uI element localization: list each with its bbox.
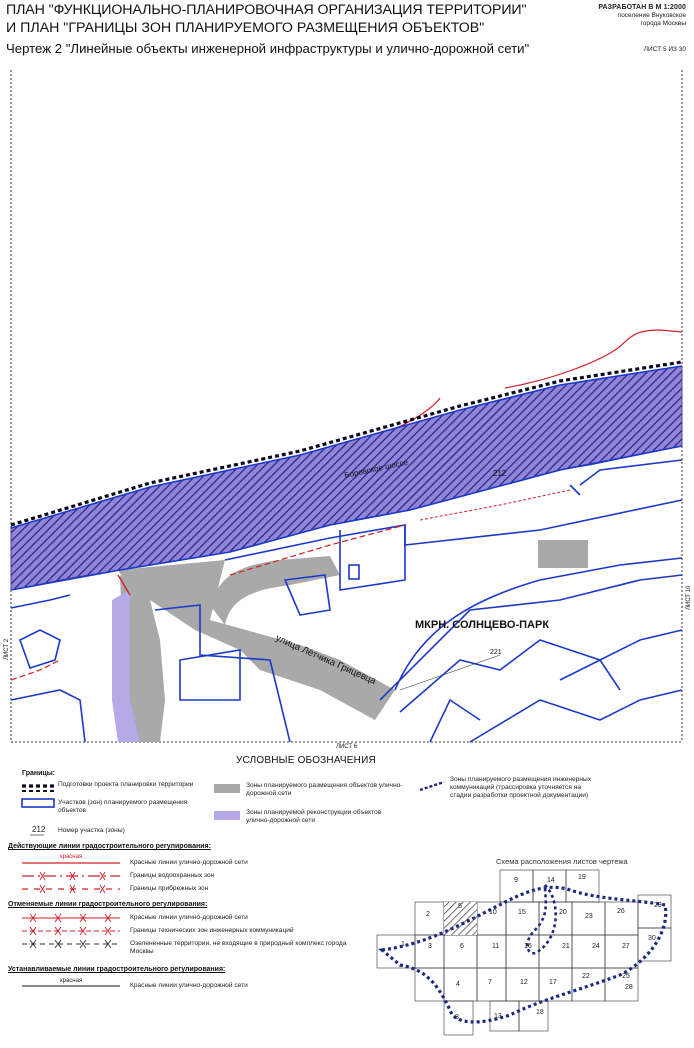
title-line-1: ПЛАН "ФУНКЦИОНАЛЬНО-ПЛАНИРОВОЧНАЯ ОРГАНИЗАЦИЯ ТЕРРИТОРИИ" bbox=[6, 2, 527, 18]
legend-road-zone-text: Зоны планируемого размещения объектов улично-дорожной сети bbox=[246, 782, 403, 797]
legend-parcel-symbol bbox=[22, 799, 54, 807]
legend-parcels: Участков (зон) планируемого размещения объектов bbox=[58, 799, 188, 814]
legend-coastal: Границы прибрежных зон bbox=[130, 885, 209, 892]
scheme-sheet-12: 12 bbox=[520, 979, 528, 986]
legend-title: УСЛОВНЫЕ ОБОЗНАЧЕНИЯ bbox=[236, 755, 376, 766]
parcel-block-d bbox=[560, 660, 620, 690]
parcel-number-221: 221 bbox=[490, 649, 502, 656]
legend-cancelled-red-text: Красные линии улично-дорожной сети bbox=[130, 914, 248, 921]
scheme-sheet-6: 6 bbox=[460, 943, 464, 950]
scale-note bbox=[588, 4, 686, 28]
red-line-left bbox=[11, 660, 60, 680]
legend-water: Границы водоохранных зон bbox=[130, 872, 215, 879]
scheme-sheet-11: 11 bbox=[492, 943, 500, 950]
sheet-left-label: ЛИСТ 2 bbox=[4, 638, 10, 660]
scheme-sheet-26: 26 bbox=[617, 908, 625, 915]
scheme-sheet-10: 10 bbox=[489, 909, 497, 916]
sheet-right-label: ЛИСТ 10 bbox=[686, 585, 692, 610]
scale-label: РАЗРАБОТАН В М 1:2000 bbox=[598, 4, 686, 11]
scheme-sheet-19: 19 bbox=[578, 874, 586, 881]
settlement-line-1: поселение Внуковское bbox=[617, 12, 686, 19]
legend-reconstruction-zone bbox=[214, 811, 240, 820]
scheme-sheet-9: 9 bbox=[514, 877, 518, 884]
scheme-sheet-13: 13 bbox=[494, 1013, 502, 1020]
road-label: Боровское шоссе bbox=[343, 457, 409, 480]
scheme-sheet-21: 21 bbox=[562, 943, 570, 950]
sheet-bottom-label: ЛИСТ 6 bbox=[336, 744, 358, 750]
legend-red-sample: красная bbox=[60, 854, 83, 860]
scheme-sheet-24: 24 bbox=[592, 943, 600, 950]
leader-221 bbox=[400, 655, 500, 690]
legend-tech-zones: Границы технических зон инженерных коммуникаций bbox=[130, 927, 294, 934]
parcel-left-shape bbox=[20, 630, 60, 668]
scheme-sheet-16: 16 bbox=[524, 943, 532, 950]
map-drawing bbox=[0, 60, 694, 750]
settlement-line-2: города Москвы bbox=[640, 20, 686, 27]
parcel-number-212: 212 bbox=[493, 469, 507, 478]
scheme-sheet-4: 4 bbox=[456, 981, 460, 988]
street-label: улица Лётчика Грицевца bbox=[273, 632, 378, 687]
scheme-sheet-28: 28 bbox=[625, 984, 633, 991]
legend-existing-heading: Действующие линии градостроительного регулирования: bbox=[8, 843, 211, 850]
legend-number-sample: 212 bbox=[32, 825, 46, 834]
legend-est-red-sample: красная bbox=[60, 978, 83, 984]
scheme-sheet-23: 23 bbox=[585, 913, 593, 920]
parcel-small bbox=[349, 565, 359, 579]
legend-parcel-number: Номер участка (зоны) bbox=[58, 827, 125, 834]
title-line-2: И ПЛАН "ГРАНИЦЫ ЗОН ПЛАНИРУЕМОГО РАЗМЕЩЕНИЯ ОБЪЕКТОВ" bbox=[6, 20, 485, 36]
scheme-sheet-14: 14 bbox=[547, 877, 555, 884]
scheme-sheet-3: 3 bbox=[428, 943, 432, 950]
legend-utilities-text: Зоны планируемого размещения инженерных коммуникаций (трассировка уточняется на стадии разработки проектной документации) bbox=[450, 776, 591, 799]
parcel-block-c bbox=[430, 700, 480, 742]
parcel-left-1 bbox=[11, 595, 70, 608]
legend-reconstruction-text: Зоны планируемой реконструкции объектов улично-дорожной сети bbox=[246, 809, 382, 824]
scheme-sheet-20: 20 bbox=[559, 909, 567, 916]
legend-established-heading: Устанавливаемые линии градостроительного регулирования: bbox=[8, 966, 226, 973]
legend-red-lines: Красные линии улично-дорожной сети bbox=[130, 859, 248, 866]
road-zone-right bbox=[538, 540, 588, 568]
scheme-sheet-25: 25 bbox=[622, 973, 630, 980]
legend-road-zone bbox=[214, 784, 240, 793]
scheme-sheet-22: 22 bbox=[582, 973, 590, 980]
scheme-sheet-30: 30 bbox=[648, 935, 656, 942]
parcel-left-2 bbox=[11, 690, 85, 742]
scheme-sheet-17: 17 bbox=[549, 979, 557, 986]
scheme-sheet-15: 15 bbox=[518, 909, 526, 916]
district-label: МКРН. СОЛНЦЕВО-ПАРК bbox=[415, 619, 550, 631]
scheme-sheet-5: 5 bbox=[458, 903, 462, 910]
scheme-sheet-18: 18 bbox=[536, 1009, 544, 1016]
sheet-counter: ЛИСТ 5 ИЗ 30 bbox=[643, 46, 686, 53]
road-zone-curve bbox=[210, 556, 340, 625]
parcel-tick bbox=[570, 485, 580, 495]
scheme-sheet-8: 8 bbox=[455, 1014, 459, 1021]
legend-est-red: Красные линии улично-дорожной сети bbox=[130, 982, 248, 989]
scheme-sheet-2: 2 bbox=[426, 911, 430, 918]
legend-utilities-symbol bbox=[420, 782, 444, 790]
scheme-sheet-27: 27 bbox=[622, 943, 630, 950]
parcel-block-b bbox=[470, 690, 682, 742]
drawing-title: Чертеж 2 "Линейные объекты инженерной инфраструктуры и улично-дорожной сети" bbox=[6, 41, 530, 56]
scheme-sheet-29: 29 bbox=[654, 902, 662, 909]
legend-cancelled-heading: Отменяемые линии градостроительного регулирования: bbox=[8, 901, 208, 908]
scheme-title: Схема расположения листов чертежа bbox=[496, 857, 628, 866]
legend-green-text: Озелененные территории, не входящие в природный комплекс города Москвы bbox=[130, 940, 347, 955]
scheme-sheet-7: 7 bbox=[488, 979, 492, 986]
scheme-sheet-1: 1 bbox=[401, 941, 405, 948]
legend-planning-area: Подготовки проекта планировки территории bbox=[58, 781, 194, 788]
legend-boundaries-heading: Границы: bbox=[22, 770, 56, 777]
